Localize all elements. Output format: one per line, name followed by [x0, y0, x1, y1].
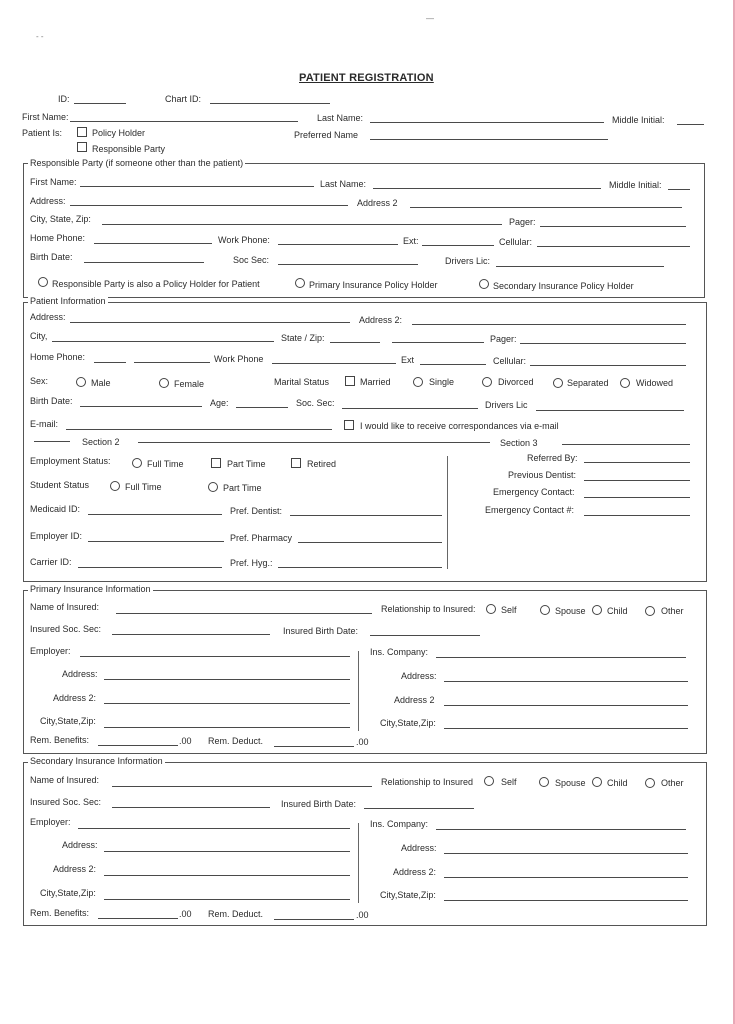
- pt-home-phone-label: Home Phone:: [30, 352, 86, 362]
- pt-employment-status-label: Employment Status:: [30, 456, 111, 466]
- pi-ins-address-label: Address:: [401, 671, 437, 681]
- si-ins-address-field[interactable]: [444, 853, 688, 854]
- pt-emp-retired-label: Retired: [307, 459, 337, 469]
- pi-employer-label: Employer:: [30, 646, 71, 656]
- pi-insured-soc-sec-label: Insured Soc. Sec:: [30, 624, 102, 634]
- rp-soc-sec-label: Soc Sec:: [233, 255, 270, 265]
- pi-self-label: Self: [501, 605, 517, 615]
- pt-pref-pharmacy-label: Pref. Pharmacy: [230, 533, 293, 543]
- pi-child-radio[interactable]: [592, 605, 602, 615]
- section2-heading: Section 2: [82, 437, 120, 447]
- pi-insured-birth-date-label: Insured Birth Date:: [283, 626, 359, 636]
- pt-married-label: Married: [360, 377, 391, 387]
- si-self-radio[interactable]: [484, 776, 494, 786]
- pi-rem-benefits-field[interactable]: [98, 745, 178, 746]
- pt-widowed-label: Widowed: [636, 378, 674, 388]
- si-relationship-label: Relationship to Insured: [381, 777, 474, 787]
- pt-medicaid-id-field[interactable]: [88, 514, 222, 515]
- pt-pref-hyg-field[interactable]: [278, 567, 442, 568]
- pt-pref-dentist-field[interactable]: [290, 515, 442, 516]
- pt-student-status-label: Student Status: [30, 480, 90, 490]
- pi-other-label: Other: [661, 606, 684, 616]
- si-rem-benefits-field[interactable]: [98, 918, 178, 919]
- pt-soc-sec-field[interactable]: [342, 408, 478, 409]
- pt-email-label: E-mail:: [30, 419, 59, 429]
- rp-soc-sec-field[interactable]: [278, 264, 418, 265]
- responsible-party-label: Responsible Party: [92, 144, 166, 154]
- si-name-of-insured-label: Name of Insured:: [30, 775, 100, 785]
- id-label: ID:: [58, 94, 70, 104]
- middle-initial-field[interactable]: [677, 124, 704, 125]
- pt-age-field[interactable]: [236, 407, 288, 408]
- si-other-radio[interactable]: [645, 778, 655, 788]
- pt-drivers-lic-label: Drivers Lic: [485, 400, 528, 410]
- pt-marital-status-label: Marital Status: [274, 377, 330, 387]
- pt-pref-dentist-label: Pref. Dentist:: [230, 506, 283, 516]
- pt-referred-by-label: Referred By:: [527, 453, 578, 463]
- patient-information-legend: Patient Information: [30, 296, 106, 306]
- rp-cellular-field[interactable]: [537, 246, 690, 247]
- pt-female-label: Female: [174, 379, 205, 389]
- pt-state-field[interactable]: [330, 342, 380, 343]
- pi-self-radio[interactable]: [486, 604, 496, 614]
- rp-work-phone-field[interactable]: [278, 244, 398, 245]
- pt-address-label: Address:: [30, 312, 66, 322]
- si-employer-field[interactable]: [78, 828, 350, 829]
- pt-female-radio[interactable]: [159, 378, 169, 388]
- pt-divorced-radio[interactable]: [482, 377, 492, 387]
- pi-rem-benefits-cents: .00: [179, 736, 192, 746]
- chart-id-label: Chart ID:: [165, 94, 202, 104]
- pt-cellular-label: Cellular:: [493, 356, 527, 366]
- section2-rule-left: [34, 441, 70, 442]
- si-child-label: Child: [607, 778, 628, 788]
- si-insured-birth-date-label: Insured Birth Date:: [281, 799, 357, 809]
- rp-ext-field[interactable]: [422, 245, 494, 246]
- si-insured-soc-sec-field[interactable]: [112, 807, 270, 808]
- chart-id-field[interactable]: [210, 103, 330, 104]
- pi-ins-company-label: Ins. Company:: [370, 647, 429, 657]
- pi-ins-address2-field[interactable]: [444, 705, 688, 706]
- pt-address2-field[interactable]: [412, 324, 686, 325]
- pt-single-radio[interactable]: [413, 377, 423, 387]
- si-spouse-label: Spouse: [555, 778, 586, 788]
- pt-email-opt-label: I would like to receive correspondances via e-mail: [360, 421, 559, 431]
- pi-name-of-insured-field[interactable]: [116, 613, 372, 614]
- pt-cellular-field[interactable]: [530, 365, 686, 366]
- pt-pref-pharmacy-field[interactable]: [298, 542, 442, 543]
- si-ins-city-label: City,State,Zip:: [380, 890, 436, 900]
- rp-address-label: Address:: [30, 196, 66, 206]
- pt-address2-label: Address 2:: [359, 315, 403, 325]
- first-name-field[interactable]: [70, 121, 298, 122]
- pt-student-full-time-radio[interactable]: [110, 481, 120, 491]
- pt-home-phone-area[interactable]: [94, 362, 126, 363]
- responsible-party-checkbox[interactable]: [77, 142, 87, 152]
- pt-work-phone-field[interactable]: [272, 363, 396, 364]
- pt-student-part-time-radio[interactable]: [208, 482, 218, 492]
- si-rem-deduct-label: Rem. Deduct.: [208, 909, 264, 919]
- si-ins-address2-label: Address 2:: [393, 867, 437, 877]
- si-employer-city-label: City,State,Zip:: [40, 888, 96, 898]
- policy-holder-label: Policy Holder: [92, 128, 146, 138]
- rp-pager-label: Pager:: [509, 217, 536, 227]
- pt-birth-date-label: Birth Date:: [30, 396, 73, 406]
- pi-spouse-radio[interactable]: [540, 605, 550, 615]
- pt-emp-full-time-radio[interactable]: [132, 458, 142, 468]
- pi-employer-address-field[interactable]: [104, 679, 350, 680]
- si-ins-company-field[interactable]: [436, 829, 686, 830]
- pi-spouse-label: Spouse: [555, 606, 586, 616]
- rp-first-name-label: First Name:: [30, 177, 77, 187]
- si-ins-address2-field[interactable]: [444, 877, 688, 878]
- pt-divorced-label: Divorced: [498, 377, 534, 387]
- rp-birth-date-label: Birth Date:: [30, 252, 73, 262]
- rp-middle-initial-field[interactable]: [668, 189, 690, 190]
- pi-employer-address2-field[interactable]: [104, 703, 350, 704]
- pi-rem-deduct-label: Rem. Deduct.: [208, 736, 264, 746]
- pi-rem-benefits-label: Rem. Benefits:: [30, 735, 90, 745]
- si-employer-label: Employer:: [30, 817, 71, 827]
- pi-rem-deduct-cents: .00: [356, 737, 369, 747]
- form-title: PATIENT REGISTRATION: [299, 72, 434, 84]
- rp-city-state-zip-field[interactable]: [102, 224, 502, 225]
- pt-pref-hyg-label: Pref. Hyg.:: [230, 558, 273, 568]
- pi-ins-company-field[interactable]: [436, 657, 686, 658]
- pt-carrier-id-label: Carrier ID:: [30, 557, 72, 567]
- pt-previous-dentist-field[interactable]: [584, 480, 690, 481]
- pt-emergency-contact-num-field[interactable]: [584, 515, 690, 516]
- rp-last-name-label: Last Name:: [320, 179, 367, 189]
- rp-middle-initial-label: Middle Initial:: [609, 180, 662, 190]
- pt-age-label: Age:: [210, 398, 229, 408]
- pi-other-radio[interactable]: [645, 606, 655, 616]
- pt-soc-sec-label: Soc. Sec:: [296, 398, 335, 408]
- pt-carrier-id-field[interactable]: [78, 567, 222, 568]
- pi-name-of-insured-label: Name of Insured:: [30, 602, 100, 612]
- pt-address-field[interactable]: [70, 322, 350, 323]
- pt-zip-field[interactable]: [392, 342, 484, 343]
- pi-employer-address2-label: Address 2:: [53, 693, 97, 703]
- si-name-of-insured-field[interactable]: [112, 786, 372, 787]
- pt-emp-retired-checkbox[interactable]: [291, 458, 301, 468]
- rp-birth-date-field[interactable]: [84, 262, 204, 263]
- pi-insured-soc-sec-field[interactable]: [112, 634, 270, 635]
- pt-pager-field[interactable]: [520, 343, 686, 344]
- pi-employer-address-label: Address:: [62, 669, 98, 679]
- rp-policy-holder-radio[interactable]: [38, 277, 48, 287]
- pi-employer-field[interactable]: [80, 656, 350, 657]
- pt-email-field[interactable]: [66, 429, 332, 430]
- pt-work-phone-label: Work Phone: [214, 354, 264, 364]
- rp-secondary-policy-radio[interactable]: [479, 279, 489, 289]
- rp-home-phone-field[interactable]: [94, 243, 212, 244]
- si-rem-benefits-cents: .00: [179, 909, 192, 919]
- pt-emp-part-time-checkbox[interactable]: [211, 458, 221, 468]
- si-ins-city-field[interactable]: [444, 900, 688, 901]
- section-divider: [447, 456, 448, 569]
- si-other-label: Other: [661, 778, 684, 788]
- last-name-field[interactable]: [370, 122, 604, 123]
- si-employer-city-field[interactable]: [104, 899, 350, 900]
- rp-cellular-label: Cellular:: [499, 237, 533, 247]
- pt-employer-id-label: Employer ID:: [30, 531, 83, 541]
- rp-pager-field[interactable]: [540, 226, 686, 227]
- si-employer-address2-field[interactable]: [104, 875, 350, 876]
- pt-email-opt-checkbox[interactable]: [344, 420, 354, 430]
- id-field[interactable]: [74, 103, 126, 104]
- pt-birth-date-field[interactable]: [80, 406, 202, 407]
- si-employer-address2-label: Address 2:: [53, 864, 97, 874]
- rp-drivers-lic-label: Drivers Lic:: [445, 256, 491, 266]
- si-employer-address-label: Address:: [62, 840, 98, 850]
- scan-mark: —: [426, 14, 434, 23]
- rp-home-phone-label: Home Phone:: [30, 233, 86, 243]
- si-self-label: Self: [501, 777, 517, 787]
- si-spouse-radio[interactable]: [539, 777, 549, 787]
- preferred-name-field[interactable]: [370, 139, 608, 140]
- pi-insured-birth-date-field[interactable]: [370, 635, 480, 636]
- responsible-party-legend: Responsible Party (if someone other than the patient): [30, 158, 244, 168]
- section2-rule-right: [138, 442, 490, 443]
- pt-married-checkbox[interactable]: [345, 376, 355, 386]
- pi-rem-deduct-field[interactable]: [274, 746, 354, 747]
- middle-initial-label: Middle Initial:: [612, 115, 665, 125]
- pt-previous-dentist-label: Previous Dentist:: [508, 470, 577, 480]
- rp-primary-policy-option: Primary Insurance Policy Holder: [309, 280, 438, 290]
- rp-drivers-lic-field[interactable]: [496, 266, 664, 267]
- pi-ins-address2-label: Address 2: [394, 695, 435, 705]
- pt-state-zip-label: State / Zip:: [281, 333, 325, 343]
- pt-city-label: City,: [30, 331, 48, 341]
- si-rem-deduct-cents: .00: [356, 910, 369, 920]
- scan-mark: - -: [36, 32, 44, 41]
- rp-last-name-field[interactable]: [373, 188, 601, 189]
- pt-emergency-contact-label: Emergency Contact:: [493, 487, 575, 497]
- pt-ext-label: Ext: [401, 355, 415, 365]
- pi-employer-city-field[interactable]: [104, 727, 350, 728]
- rp-first-name-field[interactable]: [80, 186, 314, 187]
- si-column-divider: [358, 823, 359, 903]
- pt-city-field[interactable]: [52, 341, 274, 342]
- pt-medicaid-id-label: Medicaid ID:: [30, 504, 81, 514]
- pt-student-full-time-label: Full Time: [125, 482, 162, 492]
- rp-address2-field[interactable]: [410, 207, 682, 208]
- pt-employer-id-field[interactable]: [88, 541, 224, 542]
- si-insured-soc-sec-label: Insured Soc. Sec:: [30, 797, 102, 807]
- rp-address-field[interactable]: [70, 205, 348, 206]
- si-child-radio[interactable]: [592, 777, 602, 787]
- pt-male-radio[interactable]: [76, 377, 86, 387]
- pt-drivers-lic-field[interactable]: [536, 410, 684, 411]
- pt-single-label: Single: [429, 377, 455, 387]
- pt-referred-by-field[interactable]: [584, 462, 690, 463]
- pt-separated-label: Separated: [567, 378, 609, 388]
- pi-employer-city-label: City,State,Zip:: [40, 716, 96, 726]
- pt-ext-field[interactable]: [420, 364, 486, 365]
- first-name-label: First Name:: [22, 112, 69, 122]
- pt-pager-label: Pager:: [490, 334, 517, 344]
- pt-student-part-time-label: Part Time: [223, 483, 262, 493]
- policy-holder-checkbox[interactable]: [77, 127, 87, 137]
- pi-ins-address-field[interactable]: [444, 681, 688, 682]
- si-insured-birth-date-field[interactable]: [364, 808, 474, 809]
- pt-widowed-radio[interactable]: [620, 378, 630, 388]
- pt-sex-label: Sex:: [30, 376, 49, 386]
- pt-male-label: Male: [91, 378, 111, 388]
- pt-emp-full-time-label: Full Time: [147, 459, 184, 469]
- pi-relationship-label: Relationship to Insured:: [381, 604, 476, 614]
- pt-emergency-contact-num-label: Emergency Contact #:: [485, 505, 575, 515]
- pt-home-phone-field[interactable]: [134, 362, 210, 363]
- pt-emergency-contact-field[interactable]: [584, 497, 690, 498]
- primary-insurance-legend: Primary Insurance Information: [30, 584, 151, 594]
- rp-policy-holder-option: Responsible Party is also a Policy Holder for Patient: [52, 279, 260, 289]
- preferred-name-label: Preferred Name: [294, 130, 359, 140]
- rp-work-phone-label: Work Phone:: [218, 235, 270, 245]
- pi-column-divider: [358, 651, 359, 731]
- si-employer-address-field[interactable]: [104, 851, 350, 852]
- pi-child-label: Child: [607, 606, 628, 616]
- patient-is-label: Patient Is:: [22, 128, 63, 138]
- rp-address2-label: Address 2: [357, 198, 398, 208]
- pt-separated-radio[interactable]: [553, 378, 563, 388]
- si-rem-benefits-label: Rem. Benefits:: [30, 908, 90, 918]
- si-ins-address-label: Address:: [401, 843, 437, 853]
- secondary-insurance-legend: Secondary Insurance Information: [30, 756, 163, 766]
- primary-insurance-section: [23, 590, 707, 754]
- pi-ins-city-field[interactable]: [444, 728, 688, 729]
- pi-ins-city-label: City,State,Zip:: [380, 718, 436, 728]
- si-ins-company-label: Ins. Company:: [370, 819, 429, 829]
- rp-primary-policy-radio[interactable]: [295, 278, 305, 288]
- section3-rule: [562, 444, 690, 445]
- rp-secondary-policy-option: Secondary Insurance Policy Holder: [493, 281, 634, 291]
- rp-city-state-zip-label: City, State, Zip:: [30, 214, 91, 224]
- si-rem-deduct-field[interactable]: [274, 919, 354, 920]
- last-name-label: Last Name:: [317, 113, 364, 123]
- rp-ext-label: Ext:: [403, 236, 419, 246]
- pt-emp-part-time-label: Part Time: [227, 459, 266, 469]
- section3-heading: Section 3: [500, 438, 538, 448]
